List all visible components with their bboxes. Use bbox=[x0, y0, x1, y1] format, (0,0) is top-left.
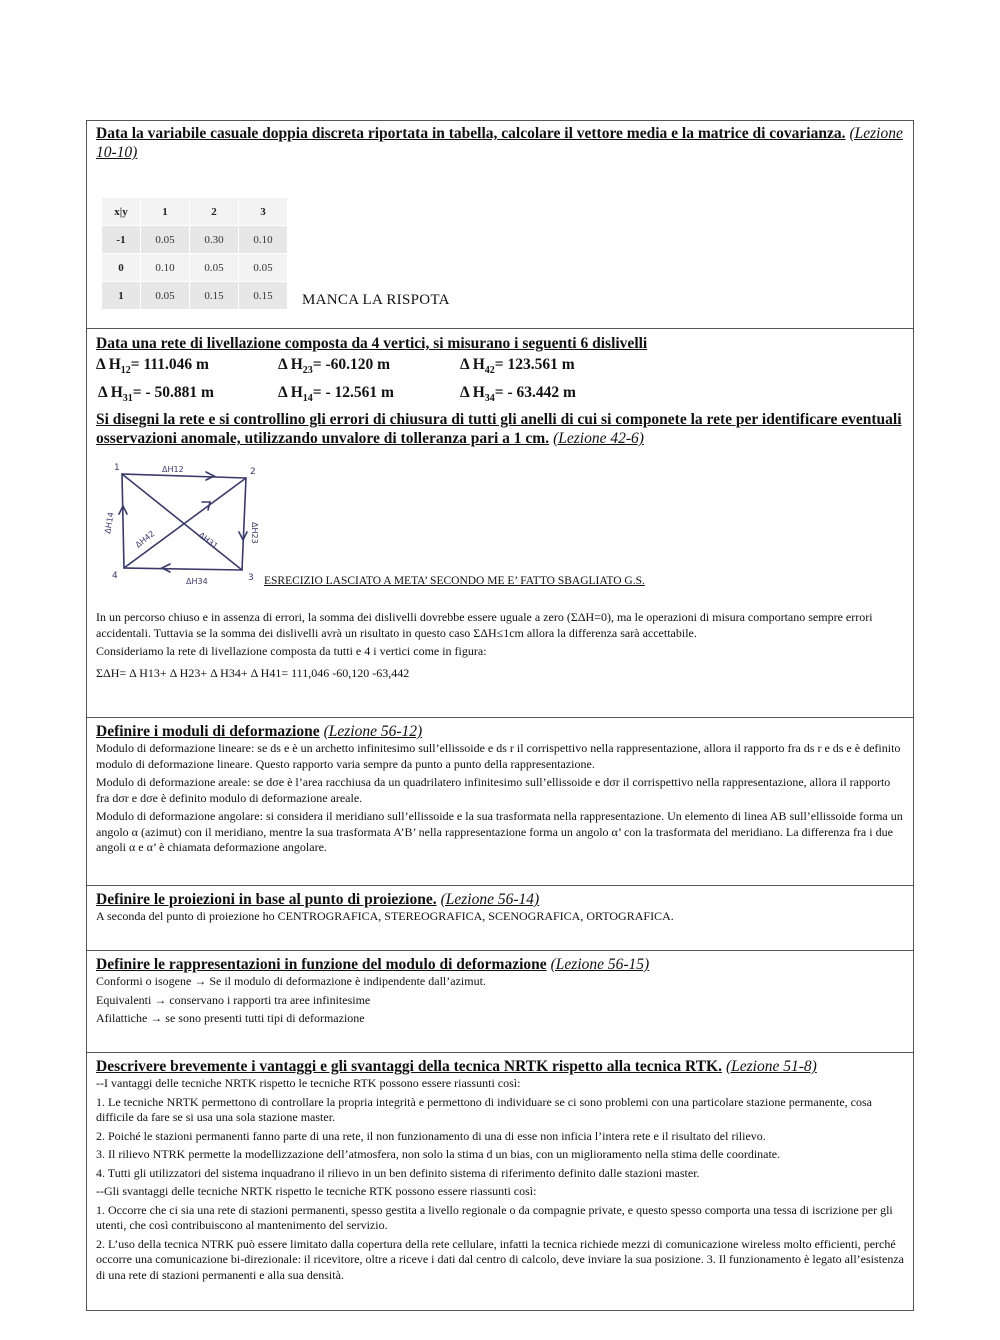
table-row-label: 1 bbox=[102, 282, 141, 310]
lesson-ref: (Lezione 56-12) bbox=[323, 723, 423, 740]
table-cell: 0.15 bbox=[190, 282, 239, 310]
vertex-label: 2 bbox=[250, 467, 256, 478]
table-area bbox=[102, 198, 904, 310]
paragraph: Conformi o isogene → Se il modulo di deformazione è indipendente dall’azimut. bbox=[96, 974, 486, 988]
table-header-cell: 3 bbox=[239, 198, 288, 226]
table-cell: 0.05 bbox=[239, 254, 288, 282]
lesson-ref: (Lezione 42-6) bbox=[553, 430, 644, 448]
table-cell: 0.05 bbox=[141, 226, 190, 254]
vertex-label: 1 bbox=[114, 463, 120, 474]
paragraph: Equivalenti → conservano i rapporti tra aree infinitesime bbox=[96, 992, 371, 1007]
question-text: Definire le rappresentazioni in funzione del modulo di deformazione (Lezione 56-15) bbox=[96, 956, 650, 973]
table-cell: 0.15 bbox=[239, 282, 288, 310]
lesson-ref: (Lezione 56-14) bbox=[440, 891, 540, 908]
table-header-cell: 1 bbox=[141, 198, 190, 226]
table-row-label: -1 bbox=[102, 226, 141, 254]
measurement-row bbox=[96, 382, 904, 410]
author-note: ESRECIZIO LASCIATO A META’ SECONDO ME E’ FATTO SBAGLIATO G.S. bbox=[264, 575, 645, 588]
measurement: Δ $H_{12}= 111.046$ m bbox=[96, 356, 209, 377]
document-page bbox=[86, 120, 914, 1311]
measurement: Δ $H_{31}=$ ‐ 50.881 m bbox=[98, 384, 214, 405]
paragraph: 3. Il rilievo NTRK permette la modellizzazione dell’atmosfera, non solo la stima d un bias, con un miglioramento nella stima delle coordinate. bbox=[96, 1147, 781, 1161]
measurement: Δ $H_{23}= -60.120$ m bbox=[278, 356, 391, 377]
network-sketch bbox=[102, 462, 260, 588]
lesson-ref: (Lezione 56-15) bbox=[550, 956, 650, 973]
edge-label: ΔH14 bbox=[103, 511, 116, 535]
edge-label: ΔH31 bbox=[196, 530, 220, 552]
paragraph: 1. Occorre che ci sia una rete di stazioni permanenti, spesso gestita a livello regionale o da compagnie private, e questo spesso comporta una tessa di iscrizione per gli utenti, che così contribuiscono al mantenimento del servizio. bbox=[96, 1202, 893, 1232]
table-header-cell: 2 bbox=[190, 198, 239, 226]
section-covariance bbox=[86, 120, 914, 329]
edge-label: ΔH12 bbox=[162, 465, 184, 475]
section-representations bbox=[86, 951, 914, 1053]
paragraph: 2. L’uso della tecnica NTRK può essere limitato dalla copertura della rete cellulare, infatti la tecnica richiede mezzi di comunicazione wireless molto efficienti, perché occorre una comunicazione bi-direzionale: il ricevitore, oltre a riceve i dati dal centro di calcolo, deve inviare la sua posizione. 3. Il funzionamento è legato all’esistenza di una rete di stazioni permanenti e alla sua densità. bbox=[96, 1236, 904, 1282]
table-cell: 0.30 bbox=[190, 226, 239, 254]
edge-42 bbox=[124, 478, 246, 568]
measurement-row bbox=[96, 354, 904, 382]
paragraph: --Gli svantaggi delle tecniche NRTK rispetto le tecniche RTK possono essere riassunti così: bbox=[96, 1184, 537, 1198]
table-header-cell: x|y bbox=[102, 198, 141, 226]
edge-12 bbox=[122, 474, 246, 478]
missing-answer-text: MANCA LA RISPOTA bbox=[302, 292, 450, 308]
measurement: Δ $H_{14}=$ ‐ 12.561 m bbox=[278, 384, 394, 405]
lesson-ref: (Lezione 10-10) bbox=[96, 125, 903, 161]
question-text: Data la variabile casuale doppia discreta riportata in tabella, calcolare il vettore media e la matrice di covarianza. (Lezione 10-10) bbox=[96, 125, 903, 161]
lesson-ref: (Lezione 51-8) bbox=[725, 1058, 817, 1075]
paragraph: In un percorso chiuso e in assenza di errori, la somma dei dislivelli dovrebbe essere uguale a zero (ΣΔH=0), ma le operazioni di misura comportano sempre errori accidentali. Tuttavia se la somma dei dislivelli avrà un risultato in questo caso ΣΔH≤1cm allora la differenza sarà accettabile. bbox=[96, 610, 873, 640]
section-projections bbox=[86, 886, 914, 951]
table-cell: 0.10 bbox=[239, 226, 288, 254]
table-row-label: 0 bbox=[102, 254, 141, 282]
question-text: Descrivere brevemente i vantaggi e gli svantaggi della tecnica NRTK rispetto alla tecnica RTK. (Lezione 51-8) bbox=[96, 1058, 817, 1075]
question-text: Definire le proiezioni in base al punto di proiezione. (Lezione 56-14) bbox=[96, 891, 540, 908]
section-nrtk-vs-rtk bbox=[86, 1053, 914, 1311]
section-leveling-network bbox=[86, 329, 914, 718]
paragraph: ΣΔH= Δ H13+ Δ H23+ Δ H34+ Δ H41= 111,046 -60,120 -63,442 bbox=[96, 665, 410, 680]
paragraph: Modulo di deformazione lineare: se ds e è un archetto infinitesimo sull’ellissoide e ds r il corrispettivo nella rappresentazione, allora il rapporto fra ds r e ds e è definito modulo di deformazione lineare. Questo rapporto varia sempre da punto a punto della rappresentazione. bbox=[96, 741, 901, 771]
paragraph: --I vantaggi delle tecniche NRTK rispetto le tecniche RTK possono essere riassunti così: bbox=[96, 1076, 521, 1090]
section-deformation-moduli bbox=[86, 718, 914, 886]
vertex-label: 3 bbox=[248, 573, 254, 584]
vertex-label: 4 bbox=[112, 571, 118, 582]
table-cell: 0.10 bbox=[141, 254, 190, 282]
paragraph: 4. Tutti gli utilizzatori del sistema inquadrano il rilievo in un ben definito sistema di riferimento definito dalle stazioni master. bbox=[96, 1165, 700, 1180]
paragraph: 2. Poiché le stazioni permanenti fanno parte di una rete, il non funzionamento di una di esse non inficia l’intera rete e il risultato del rilievo. bbox=[96, 1128, 766, 1143]
measurement: Δ $H_{34}=$ ‐ 63.442 m bbox=[460, 384, 576, 405]
edge-label: ΔH42 bbox=[133, 529, 157, 550]
paragraph: Modulo di deformazione areale: se dσe è l’area racchiusa da un quadrilatero infinitesimo sull’ellissoide e dσr il corrispettivo nella rappresentazione, allora il rapporto fra dσr e dσe è definito modulo di deformazione areale. bbox=[96, 775, 891, 805]
edge-23 bbox=[242, 478, 246, 570]
paragraph: A seconda del punto di proiezione ho CENTROGRAFICA, STEREOGRAFICA, SCENOGRAFICA, ORTOGRAFICA. bbox=[96, 909, 674, 923]
answer-body bbox=[96, 610, 904, 681]
paragraph: Afilattiche → se sono presenti tutti tipi di deformazione bbox=[96, 1011, 365, 1025]
sketch-row bbox=[96, 462, 904, 588]
probability-table bbox=[102, 198, 288, 310]
measurement: Δ $H_{42}= 123.561$ m bbox=[460, 356, 575, 377]
paragraph: Consideriamo la rete di livellazione composta da tutti e 4 i vertici come in figura: bbox=[96, 644, 487, 659]
edge-label: ΔH23 bbox=[250, 522, 259, 544]
table-cell: 0.05 bbox=[190, 254, 239, 282]
question-text: Data una rete di livellazione composta da 4 vertici, si misurano i seguenti 6 dislivelli bbox=[96, 335, 648, 352]
edge-34 bbox=[124, 568, 242, 570]
paragraph: 1. Le tecniche NRTK permettono di controllare la propria integrità e permettono di individuare se ci sono problemi con una particolare stazione permanente, cosa difficile da fare se si usa una sola stazione master. bbox=[96, 1094, 872, 1124]
question-text: Si disegni la rete e si controllino gli errori di chiusura di tutti gli anelli di cui si componete la rete per identificare eventuali osservazioni anomale, utilizzando unvalore di tolleranza pari a 1 cm. (Lezione 42-6) bbox=[96, 411, 902, 448]
edge-label: ΔH34 bbox=[186, 577, 208, 587]
question-text: Definire i moduli di deformazione (Lezione 56-12) bbox=[96, 723, 423, 740]
table-cell: 0.05 bbox=[141, 282, 190, 310]
edge-14 bbox=[122, 474, 124, 568]
paragraph: Modulo di deformazione angolare: si considera il meridiano sull’ellissoide e la sua trasformata nella rappresentazione. Un elemento di linea AB sull’ellissoide forma un angolo α (azimut) con il meridiano, mentre la sua trasformata A’B’ nella rappresentazione forma un angolo α’ con la trasformata del meridiano. La differenza fra i due angoli α e α’ è chiamata deformazione angolare. bbox=[96, 809, 903, 854]
